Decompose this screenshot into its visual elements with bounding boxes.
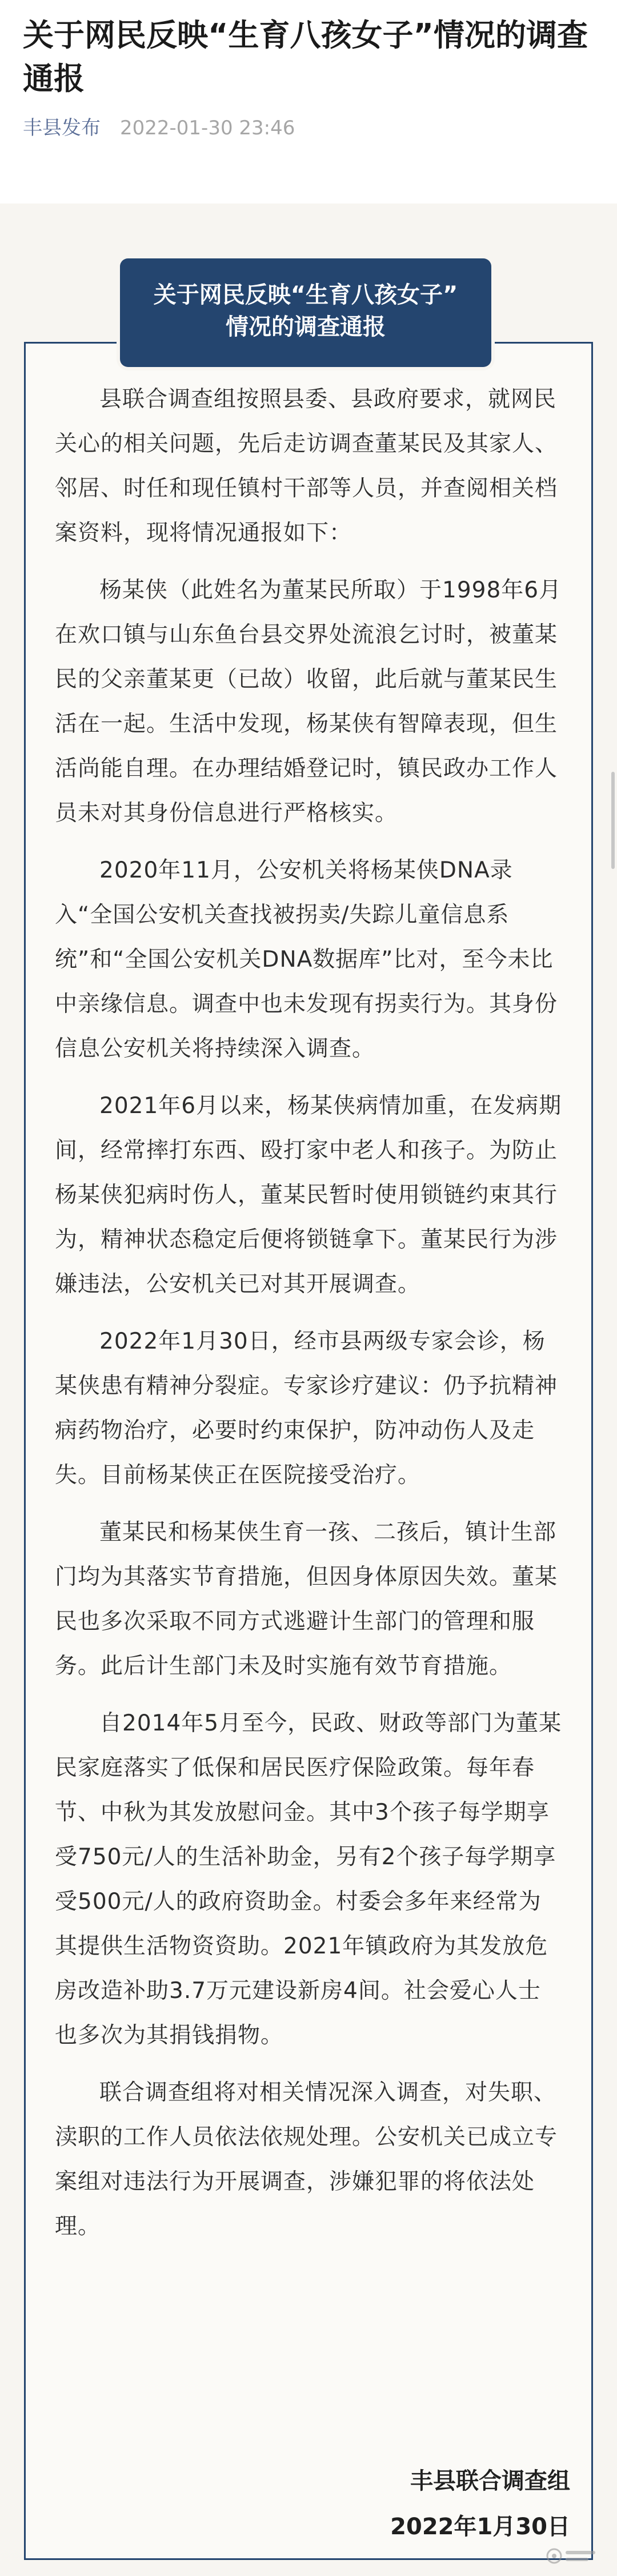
document-signature <box>390 2458 570 2550</box>
paragraph-next-steps: 联合调查组将对相关情况深入调查，对失职、渎职的工作人员依法依规处理。公安机关已成立专案组对违法行为开展调查，涉嫌犯罪的将依法处理。 <box>55 2080 558 2239</box>
paragraph-diagnosis: 2022年1月30日，经市县两级专家会诊，杨某侠患有精神分裂症。专家诊疗建议：仍予抗精神病药物治疗，必要时约束保护，防冲动伤人及走失。目前杨某侠正在医院接受治疗。 <box>55 1329 558 1488</box>
article-title: 关于网民反映“生育八孩女子”情况的调查通报 <box>23 17 588 97</box>
paragraph-intro: 县联合调查组按照县委、县政府要求，就网民关心的相关问题，先后走访调查董某民及其家人、邻居、时任和现任镇村干部等人员，并查阅相关档案资料，现将情况通报如下： <box>55 386 558 546</box>
paragraph-dna-check: 2020年11月，公安机关将杨某侠DNA录入“全国公安机关查找被拐卖/失踪儿童信息系统”和“全国公安机关DNA数据库”比对，至今未比中亲缘信息。调查中也未发现有拐卖行为。其身份信息公安机关将持续深入调查。 <box>55 858 558 1062</box>
paragraph-welfare: 自2014年5月至今，民政、财政等部门为董某民家庭落实了低保和居民医疗保险政策。每年春节、中秋为其发放慰问金。其中3个孩子每学期享受750元/人的生活补助金，另有2个孩子每学期享受500元/人的政府资助金。村委会多年来经常为其提供生活物资资助。2021年镇政府为其发放危房改造补助3.7万元建设新房4间。社会爱心人士也多次为其捐钱捐物。 <box>55 1710 562 2048</box>
page-scrollbar[interactable] <box>611 772 615 869</box>
paragraph-chain: 2021年6月以来，杨某侠病情加重，在发病期间，经常摔打东西、殴打家中老人和孩子。为防止杨某侠犯病时伤人，董某民暂时使用锁链约束其行为，精神状态稳定后便将锁链拿下。董某民行为涉嫌违法，公安机关已对其开展调查。 <box>55 1093 562 1297</box>
document-banner <box>120 258 491 367</box>
banner-title-line1: 关于网民反映“生育八孩女子” <box>153 282 458 308</box>
article-header <box>0 0 617 204</box>
document-body <box>55 377 563 2262</box>
publisher-link[interactable]: 丰县发布 <box>23 117 101 139</box>
signature-organization: 丰县联合调查组 <box>410 2468 570 2494</box>
banner-title-line2: 情况的调查通报 <box>226 314 386 340</box>
publish-date: 2022-01-30 23:46 <box>120 117 295 139</box>
signature-date: 2022年1月30日 <box>390 2514 570 2540</box>
article-meta <box>23 115 594 204</box>
paragraph-birth-control: 董某民和杨某侠生育一孩、二孩后，镇计生部门均为其落实节育措施，但因身体原因失效。董某民也多次采取不同方式逃避计生部门的管理和服务。此后计生部门未及时实施有效节育措施。 <box>55 1520 558 1679</box>
watermark-logo <box>545 2544 600 2568</box>
paragraph-background: 杨某侠（此姓名为董某民所取）于1998年6月在欢口镇与山东鱼台县交界处流浪乞讨时，被董某民的父亲董某更（已故）收留，此后就与董某民生活在一起。生活中发现，杨某侠有智障表现，但生活尚能自理。在办理结婚登记时，镇民政办工作人员未对其身份信息进行严格核实。 <box>55 577 562 826</box>
